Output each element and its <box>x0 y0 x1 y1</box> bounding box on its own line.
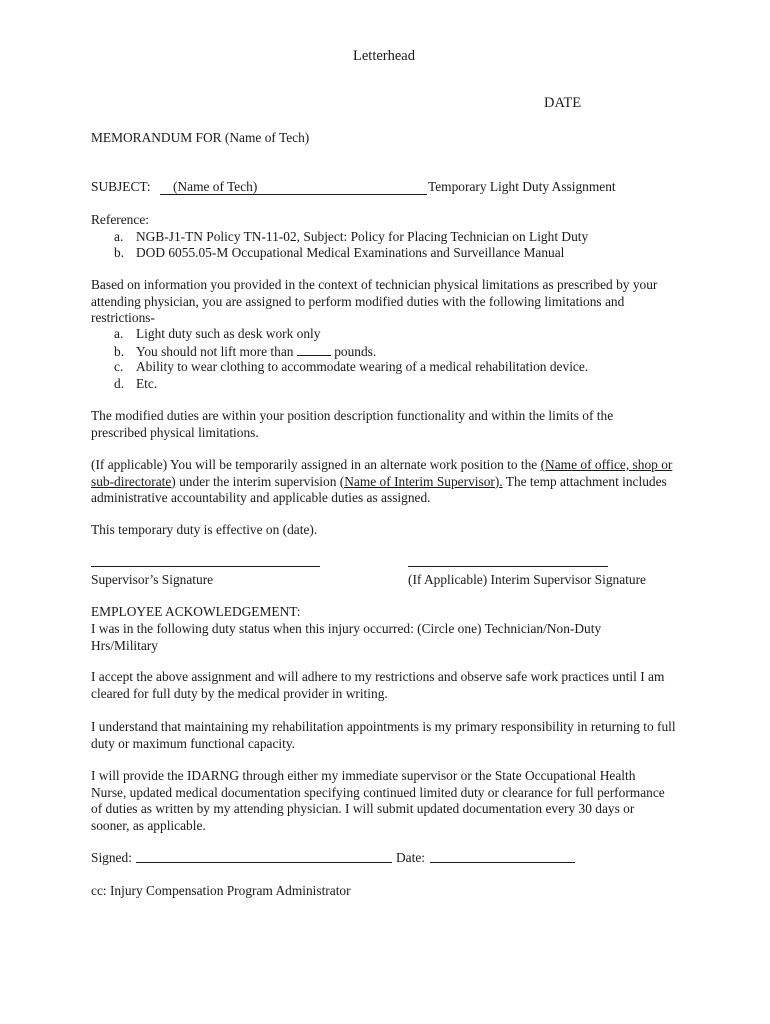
cc-line: cc: Injury Compensation Program Administrator <box>91 883 351 898</box>
list-marker: a. <box>114 326 124 341</box>
limitation-item <box>114 376 157 393</box>
subject-name: (Name of Tech) <box>173 179 258 194</box>
reference-label: Reference: <box>91 212 149 227</box>
supervisor-signature-label: Supervisor’s Signature <box>91 572 214 587</box>
limitation-item <box>114 343 376 361</box>
limitation-text: Ability to wear clothing to accommodate wearing of a medical rehabilitation device. <box>136 359 589 374</box>
letterhead: Letterhead <box>353 48 415 64</box>
limitation-text-after: pounds. <box>334 344 377 359</box>
basis-paragraph: Based on information you provided in the context of technician physical limitations as prescribed by your attending physician, you are assigned to perform modified duties with the following limitations and restrictions- <box>91 277 658 325</box>
list-marker: d. <box>114 376 125 391</box>
memo-date: DATE <box>544 95 582 111</box>
pounds-blank <box>297 343 331 356</box>
supervisor-signature-line <box>91 566 320 567</box>
interim-signature-line <box>408 566 608 567</box>
limitation-text: You should not lift more than <box>136 344 294 359</box>
provide-statement: I will provide the IDARNG through either my immediate supervisor or the State Occupational Health Nurse, updated medical documentation specifying continued limited duty or clearance for full performance of duties as written by my attending physician. I will submit updated documentation every 30 days or sooner, as applicable. <box>91 768 665 833</box>
understand-statement: I understand that maintaining my rehabilitation appointments is my primary responsibility in returning to full duty or maximum functional capacity. <box>91 719 676 751</box>
reference-item <box>114 229 588 246</box>
employee-date-line <box>430 862 575 863</box>
applicable-paragraph <box>91 457 689 507</box>
interim-signature-label: (If Applicable) Interim Supervisor Signature <box>408 572 646 587</box>
subject-label: SUBJECT: <box>91 179 151 194</box>
list-marker: b. <box>114 344 125 359</box>
subject-name-blank <box>160 179 427 195</box>
effective-date-statement: This temporary duty is effective on (date). <box>91 522 318 537</box>
employee-signature-line <box>136 862 392 863</box>
date-label: Date: <box>396 850 425 865</box>
list-marker: c. <box>114 359 124 374</box>
interim-supervisor-field: (Name of Interim Supervisor). <box>339 473 503 489</box>
subject-title: Temporary Light Duty Assignment <box>428 179 616 194</box>
list-marker: b. <box>114 245 125 260</box>
limitation-item <box>114 326 320 343</box>
duty-status-statement: I was in the following duty status when this injury occurred: (Circle one) Technician/Non-Duty Hrs/Military <box>91 621 602 653</box>
accept-statement: I accept the above assignment and will adhere to my restrictions and observe safe work practices until I am cleared for full duty by the medical provider in writing. <box>91 669 665 701</box>
memo-for: MEMORANDUM FOR (Name of Tech) <box>91 130 310 145</box>
list-marker: a. <box>114 229 124 244</box>
signed-label: Signed: <box>91 850 132 865</box>
limitation-text: Light duty such as desk work only <box>136 326 321 341</box>
limitation-item <box>114 359 588 376</box>
limitation-text: Etc. <box>136 376 158 391</box>
modified-duties-paragraph: The modified duties are within your position description functionality and within the limits of the prescribed physical limitations. <box>91 408 614 440</box>
applicable-text: (If applicable) You will be temporarily assigned in an alternate work position to the <box>91 457 541 472</box>
acknowledgement-heading: EMPLOYEE ACKOWLEDGEMENT: <box>91 604 301 619</box>
reference-item <box>114 245 564 262</box>
applicable-text: The temp attachment includes administrative accountability and applicable duties as assigned. <box>91 473 667 505</box>
reference-item-text: NGB-J1-TN Policy TN-11-02, Subject: Policy for Placing Technician on Light Duty <box>136 229 589 244</box>
office-name-field: (Name of office, shop or sub-directorate) <box>91 457 673 489</box>
reference-item-text: DOD 6055.05-M Occupational Medical Examinations and Surveillance Manual <box>136 245 565 260</box>
applicable-text: under the interim supervision <box>175 473 340 489</box>
